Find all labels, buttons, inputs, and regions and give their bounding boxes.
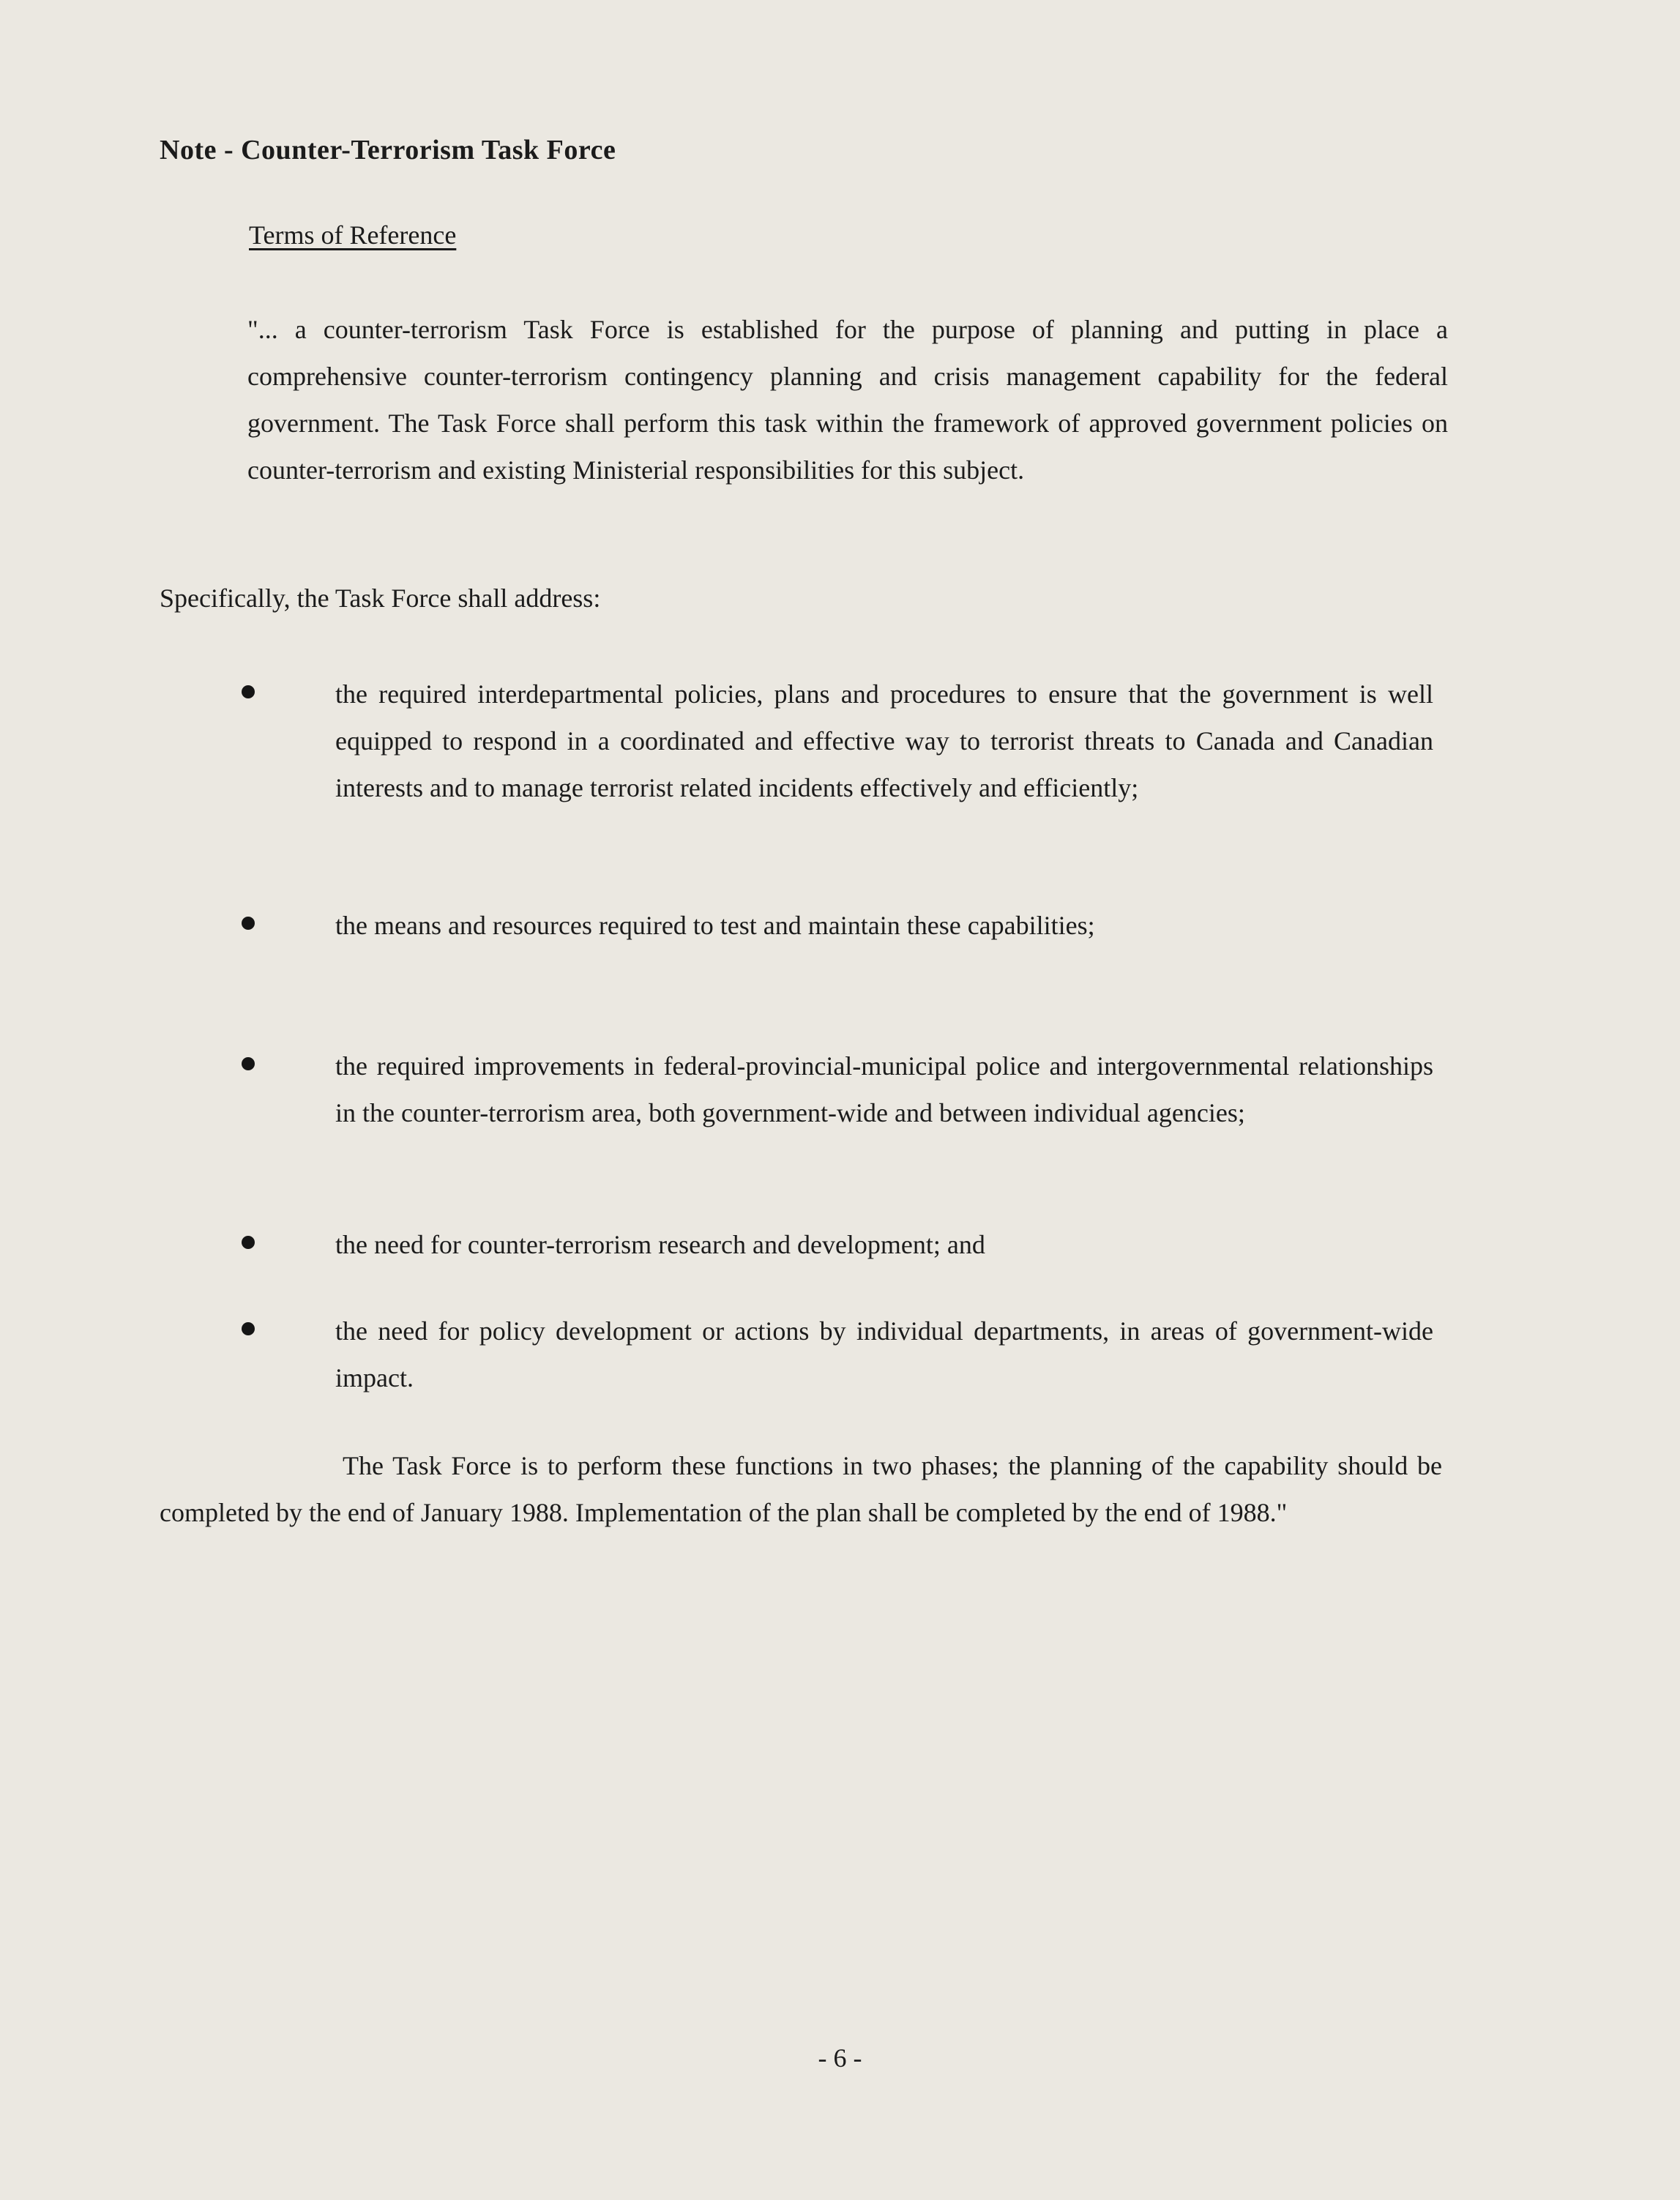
bullet-dot-icon xyxy=(242,917,255,930)
bullet-dot-icon xyxy=(242,1057,255,1070)
page-number: - 6 - xyxy=(818,2043,862,2073)
terms-of-reference-heading: Terms of Reference xyxy=(249,220,457,250)
bullet-text: the required interdepartmental policies, plans and procedures to ensure that the government is well equipped to respond in a coordinated and effective way to terrorist threats to Canada and Canadian interests and to manage terrorist related incidents effectively and efficiently; xyxy=(335,679,1433,802)
quote-paragraph: "... a counter-terrorism Task Force is established for the purpose of planning and putting in place a comprehensive counter-terrorism contingency planning and crisis management capability for the federal government. The Task Force shall perform this task within the framework of approved government policies on counter-terrorism and existing Ministerial responsibilities for this subject. xyxy=(247,315,1448,485)
bullet-text: the means and resources required to test and maintain these capabilities; xyxy=(335,911,1095,940)
note-heading: Note - Counter-Terrorism Task Force xyxy=(160,135,616,165)
specifically-intro: Specifically, the Task Force shall address: xyxy=(160,583,601,613)
bullet-dot-icon xyxy=(242,1322,255,1335)
closing-paragraph: The Task Force is to perform these functions in two phases; the planning of the capability should be completed by the end of January 1988. Implementation of the plan shall be completed by the end of 1988." xyxy=(160,1451,1442,1527)
bullet-text: the need for counter-terrorism research and development; and xyxy=(335,1230,985,1259)
bullet-dot-icon xyxy=(242,685,255,698)
bullet-text: the need for policy development or actions by individual departments, in areas of government-wide impact. xyxy=(335,1316,1433,1392)
bullet-text: the required improvements in federal-provincial-municipal police and intergovernmental relationships in the counter-terrorism area, both government-wide and between individual agencies; xyxy=(335,1051,1433,1127)
bullet-dot-icon xyxy=(242,1236,255,1249)
